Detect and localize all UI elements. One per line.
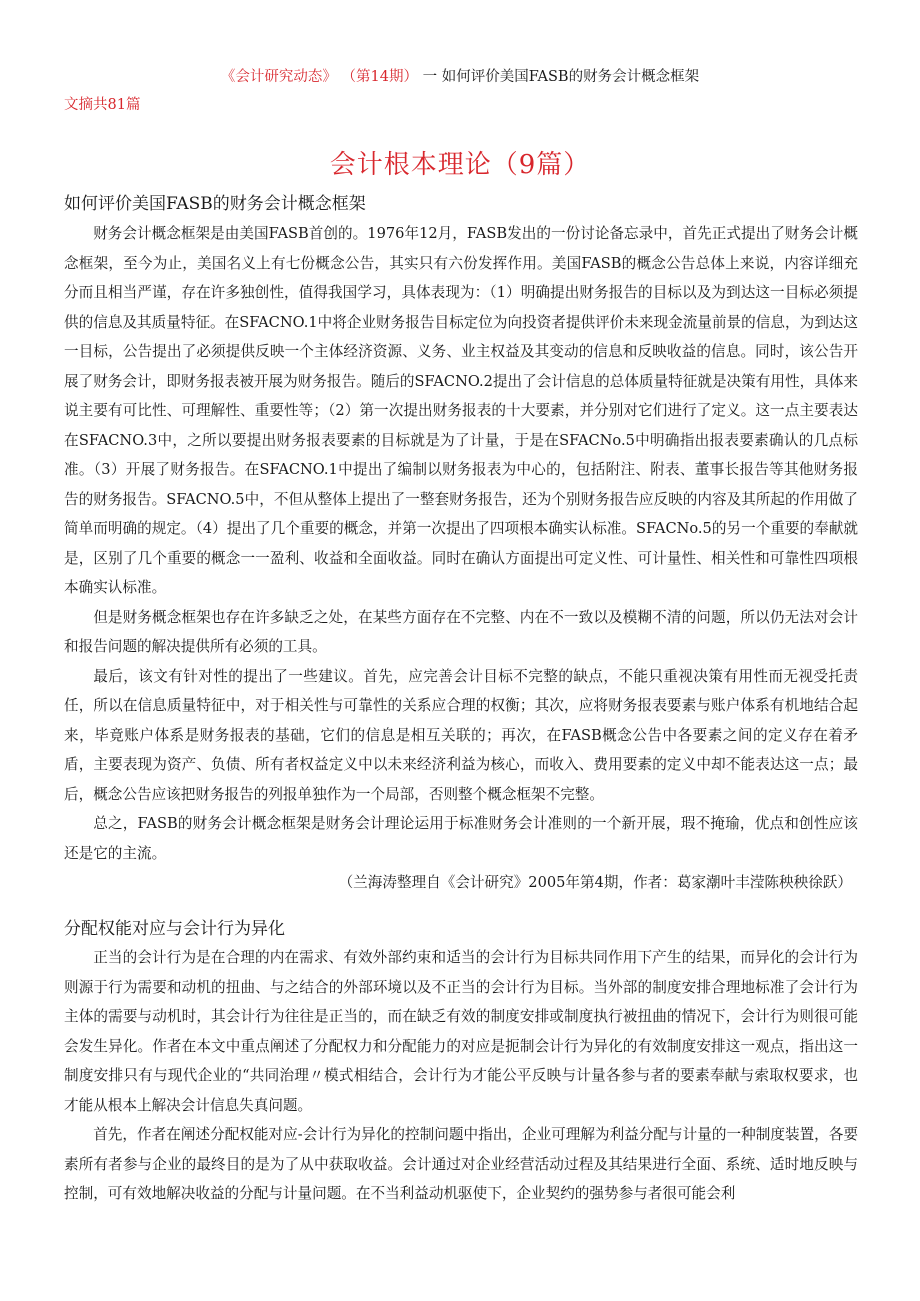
paragraph: 首先，作者在阐述分配权能对应-会计行为异化的控制问题中指出，企业可理解为利益分配与计量的一种制度装置，各要素所有者参与企业的最终目的是为了从中获取收益。会计通过对企业经营活动过程及其结果进行全面、系统、适时地反映与控制，可有效地解决收益的分配与计量问题。在不当利益动机驱使下，企业契约的强势参与者很可能会利 — [64, 1126, 858, 1202]
article-title: 如何评价美国FASB的财务会计概念框架 — [64, 194, 366, 214]
header-dash: 一 — [422, 69, 438, 85]
paragraph: 总之，FASB的财务会计概念框架是财务会计理论运用于标准财务会计准则的一个新开展，瑕不掩瑜，优点和创性应该还是它的主流。 — [64, 815, 858, 862]
paragraph: 财务会计概念框架是由美国FASB首创的。1976年12月，FASB发出的一份讨论备忘录中，首先正式提出了财务会计概念框架，至今为止，美国名义上有七份概念公告，其实只有六份发挥作用。美国FASB的概念公告总体上来说，内容详细充分而且相当严谨，存在许多独创性，值得我国学习，具体表现为：（1）明确提出财务报告的目标以及为到达这一目标必须提供的信息及其质量特征。在SFACNO.1中将企业财务报告目标定位为向投资者提供评价未来现金流量前景的信息，为到达这一目标，公告提出了必须提供反映一个主体经济资源、义务、业主权益及其变动的信息和反映收益的信息。同时，该公告开展了财务会计，即财务报表被开展为财务报告。随后的SFACNO.2提出了会计信息的总体质量特征就是决策有用性，具体来说主要有可比性、可理解性、重要性等；（2）第一次提出财务报表的十大要素，并分别对它们进行了定义。这一点主要表达在SFACNO.3中，之所以要提出财务报表要素的目标就是为了计量，于是在SFACNo.5中明确指出报表要素确认的几点标准。（3）开展了财务报告。在SFACNO.1中提出了编制以财务报表为中心的，包括附注、附表、董事长报告等其他财务报告的财务报告。SFACNO.5中，不但从整体上提出了一整套财务报告，还为个别财务报告应反映的内容及其所起的作用做了简单而明确的规定。（4）提出了几个重要的概念，并第一次提出了四项根本确实认标准。SFACNo.5的另一个重要的奉献就是，区别了几个重要的概念一一盈利、收益和全面收益。同时在确认方面提出可定义性、可计量性、相关性和可靠性四项根本确实认标准。 — [64, 225, 858, 596]
header-topic: 如何评价美国FASB的财务会计概念框架 — [441, 69, 700, 85]
issue-number: （第14期） — [341, 69, 418, 85]
journal-name: 《会计研究动态》 — [220, 69, 337, 85]
paragraph: 正当的会计行为是在合理的内在需求、有效外部约束和适当的会计行为目标共同作用下产生的结果，而异化的会计行为则源于行为需要和动机的扭曲、与之结合的外部环境以及不正当的会计行为目标。当外部的制度安排合理地标准了会计行为主体的需要与动机时，其会计行为往往是正当的，而在缺乏有效的制度安排或制度执行被扭曲的情况下，会计行为则很可能会发生异化。作者在本文中重点阐述了分配权力和分配能力的对应是扼制会计行为异化的有效制度安排这一观点，指出这一制度安排只有与现代企业的“共同治理〃模式相结合，会计行为才能公平反映与计量各参与者的要素奉献与索取权要求，也才能从根本上解决会计信息失真问题。 — [64, 949, 858, 1114]
paragraph: 但是财务概念框架也存在许多缺乏之处，在某些方面存在不完整、内在不一致以及模糊不清的问题，所以仍无法对会计和报告问题的解决提供所有必须的工具。 — [64, 608, 858, 655]
article-credit: （兰海涛整理自《会计研究》2005年第4期，作者：葛家潮叶丰滢陈秧秧徐跃） — [338, 874, 852, 891]
paragraph: 最后，该文有针对性的提出了一些建议。首先，应完善会计目标不完整的缺点，不能只重视决策有用性而无视受托责任，所以在信息质量特征中，对于相关性与可靠性的关系应合理的权衡；其次，应将财务报表要素与账户体系有机地结合起来，毕竟账户体系是财务报表的基础，它们的信息是相互关联的；再次，在FASB概念公告中各要素之间的定义存在着矛盾，主要表现为资产、负债、所有者权益定义中以未来经济利益为核心，而收入、费用要素的定义中却不能表达这一点；最后，概念公告应该把财务报告的列报单独作为一个局部，否则整个概念框架不完整。 — [64, 667, 858, 803]
article-body — [64, 219, 858, 898]
digest-count: 文摘共81篇 — [64, 97, 141, 113]
section-title: 会计根本理论（9篇） — [329, 150, 591, 180]
article-title: 分配权能对应与会计行为异化 — [64, 919, 285, 939]
article-body — [64, 943, 858, 1209]
running-header — [0, 66, 920, 88]
